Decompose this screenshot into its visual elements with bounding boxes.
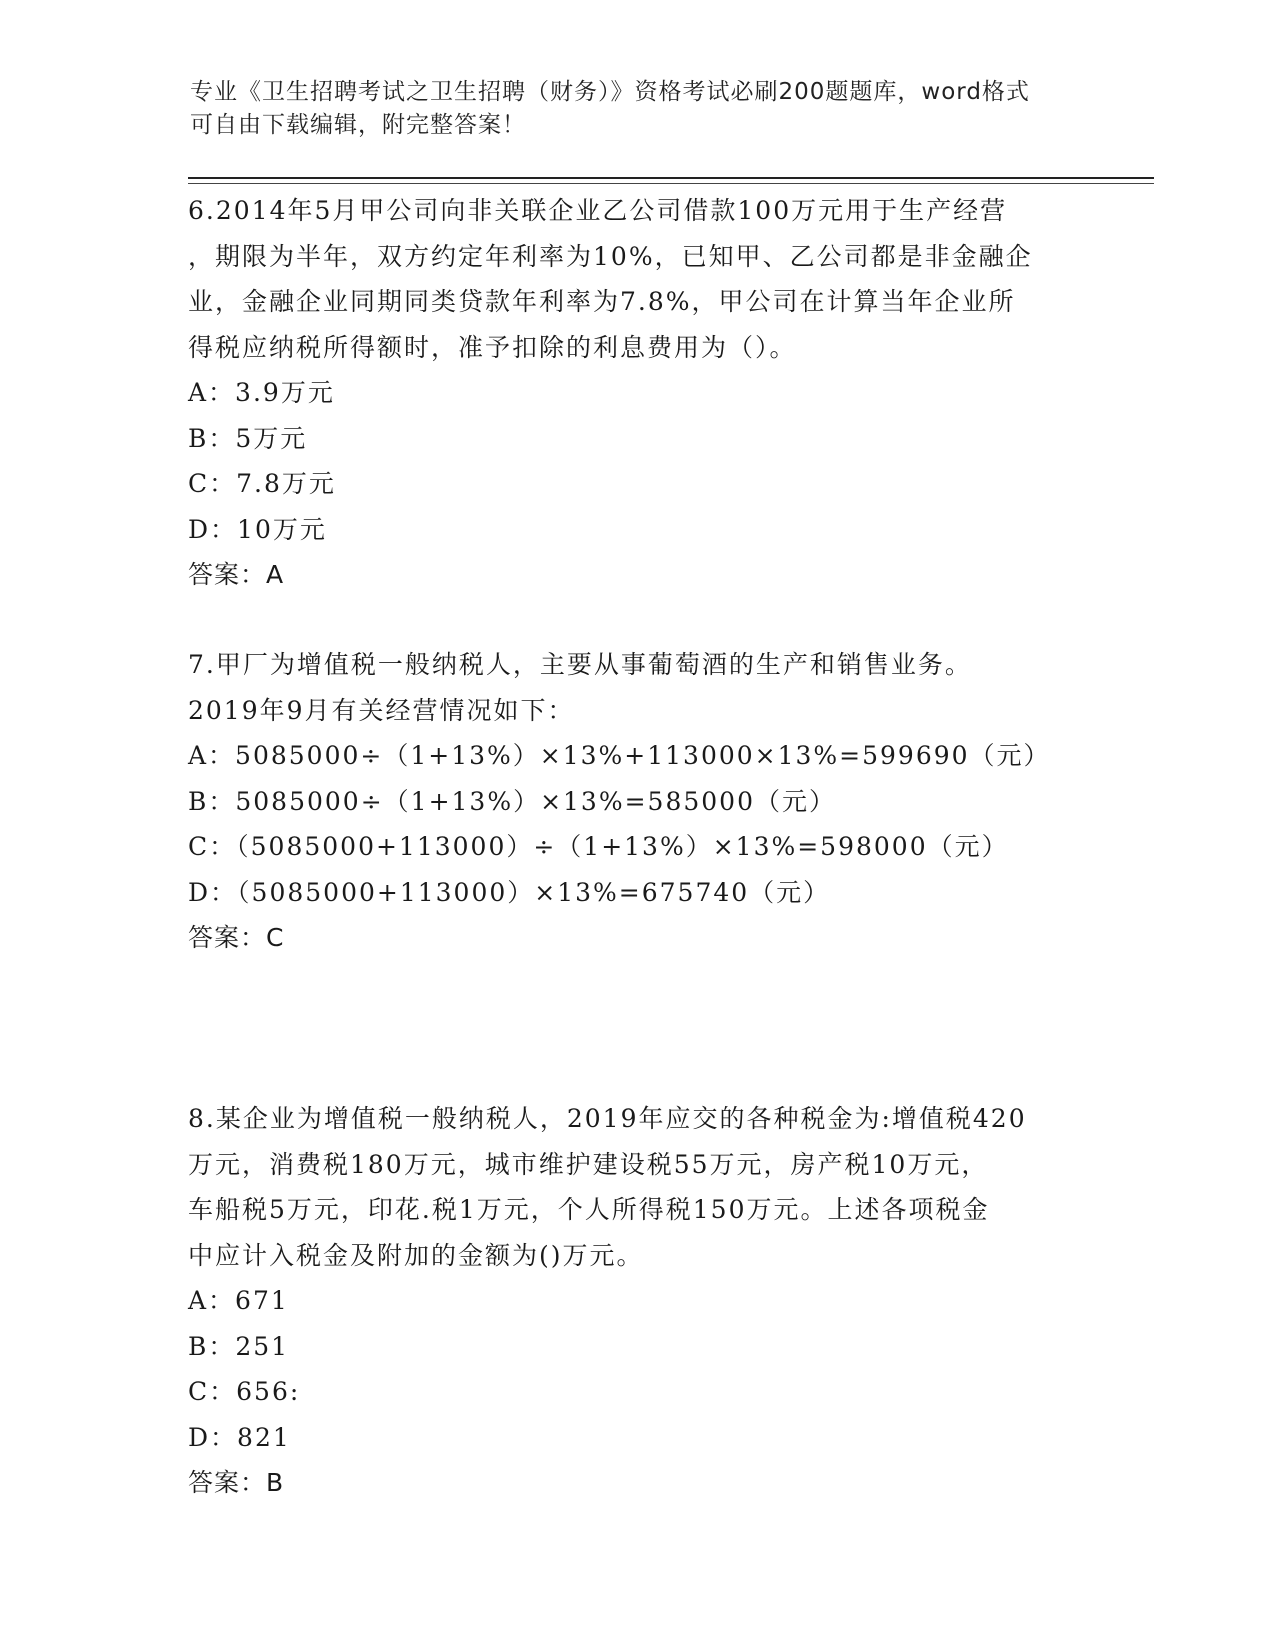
question-stem-line: 业，金融企业同期同类贷款年利率为7.8%，甲公司在计算当年企业所 [188, 287, 1016, 316]
option-a: A：5085000÷（1+13%）×13%+113000×13%=599690（元） [188, 741, 1051, 770]
question-7 [188, 642, 1088, 961]
question-stem-line: 中应计入税金及附加的金额为()万元。 [188, 1240, 644, 1270]
option-b: B：5085000÷（1+13%）×13%=585000（元） [188, 786, 836, 816]
question-6 [188, 188, 1088, 598]
option-b: B：5万元 [188, 423, 308, 453]
header-line-2: 可自由下载编辑，附完整答案！ [190, 112, 526, 138]
header-divider-thick [188, 177, 1154, 179]
answer-line: 答案：A [188, 560, 285, 589]
question-stem-line: 万元，消费税180万元，城市维护建设税55万元，房产税10万元， [188, 1149, 989, 1179]
option-c: C：656: [188, 1377, 301, 1406]
question-stem-line: 得税应纳税所得额时，准予扣除的利息费用为（）。 [188, 332, 797, 362]
option-a: A：671 [188, 1286, 289, 1315]
option-d: D：821 [188, 1422, 291, 1452]
question-stem-line: 7.甲厂为增值税一般纳税人，主要从事葡萄酒的生产和销售业务。 [188, 650, 972, 679]
option-a: A：3.9万元 [188, 378, 335, 407]
answer-line: 答案：C [188, 923, 285, 952]
option-c: C：7.8万元 [188, 469, 336, 498]
question-stem-line: 2019年9月有关经营情况如下： [188, 695, 575, 725]
question-stem-line: 8.某企业为增值税一般纳税人，2019年应交的各种税金为:增值税420 [188, 1104, 1027, 1133]
question-stem-line: ，期限为半年，双方约定年利率为10%，已知甲、乙公司都是非金融企 [188, 241, 1033, 271]
question-stem-line: 车船税5万元，印花.税1万元，个人所得税150万元。上述各项税金 [188, 1195, 990, 1224]
answer-line: 答案：B [188, 1468, 285, 1497]
question-8 [188, 1096, 1088, 1506]
option-c: C：（5085000+113000）÷（1+13%）×13%=598000（元） [188, 832, 1009, 861]
header-divider-thin [188, 183, 1154, 184]
question-stem-line: 6.2014年5月甲公司向非关联企业乙公司借款100万元用于生产经营 [188, 196, 1008, 225]
option-d: D：（5085000+113000）×13%=675740（元） [188, 877, 831, 907]
option-d: D：10万元 [188, 514, 327, 544]
option-b: B：251 [188, 1331, 290, 1361]
header-line-1: 专业《卫生招聘考试之卫生招聘（财务）》资格考试必刷200题题库，word格式 [190, 79, 1030, 105]
document-header [190, 76, 1090, 142]
